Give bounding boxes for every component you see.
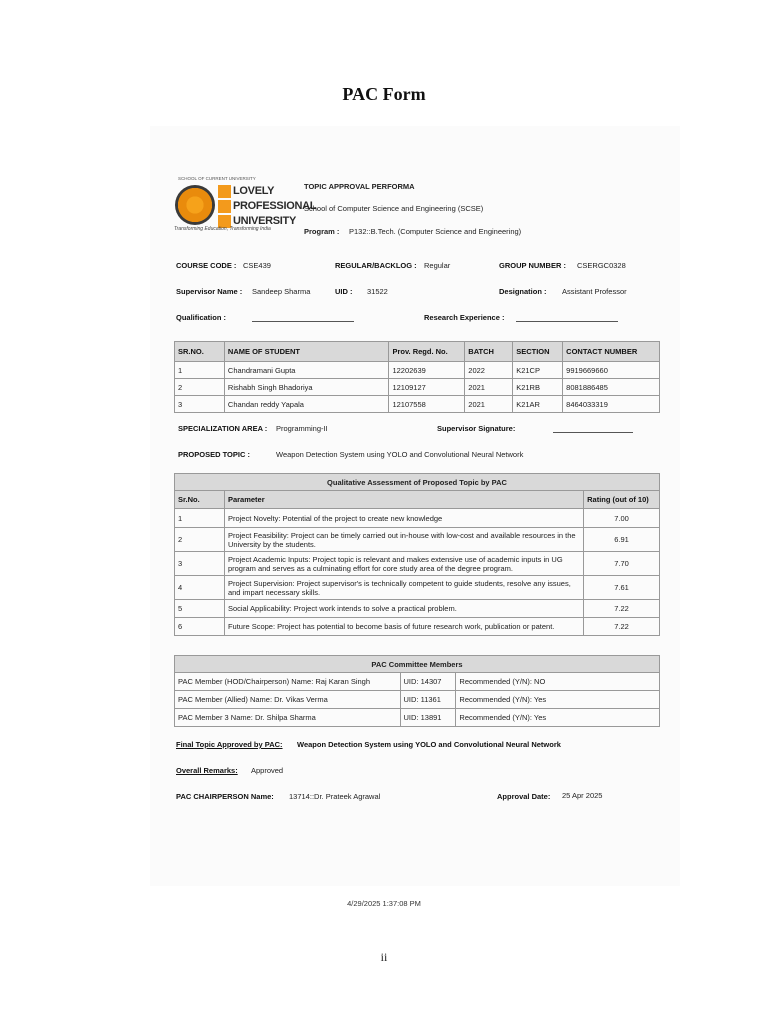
assessment-table — [174, 473, 660, 636]
page-number: ii — [380, 950, 388, 964]
final-topic-label: Final Topic Approved by PAC: — [176, 740, 283, 749]
overall-remarks-value: Approved — [251, 766, 284, 775]
assessment-header-parameter: Parameter — [224, 491, 583, 509]
student-section: K21RB — [513, 379, 563, 396]
assessment-header-rating: Rating (out of 10) — [584, 491, 660, 509]
students-table — [174, 341, 660, 413]
student-name: Chandramani Gupta — [224, 362, 389, 379]
table-row — [175, 528, 660, 552]
signature-line — [553, 432, 633, 433]
chairperson-label: PAC CHAIRPERSON Name: — [176, 792, 274, 801]
uid-label: UID : — [335, 287, 353, 296]
student-srno: 1 — [175, 362, 225, 379]
committee-member-uid: UID: 13891 — [400, 709, 456, 727]
assessment-parameter: Future Scope: Project has potential to become basis of future research work, publication or patent. — [224, 618, 583, 636]
assessment-rating: 7.00 — [584, 509, 660, 528]
student-name: Rishabh Singh Bhadoriya — [224, 379, 389, 396]
program-label: Program : — [304, 227, 340, 236]
student-srno: 2 — [175, 379, 225, 396]
table-row — [175, 362, 660, 379]
committee-member-recommendation: Recommended (Y/N): Yes — [456, 691, 660, 709]
assessment-rating: 7.22 — [584, 600, 660, 618]
logo-word-2: PROFESSIONAL — [233, 200, 317, 212]
student-contact: 9919669660 — [563, 362, 660, 379]
logo-l-block — [218, 185, 231, 198]
specialization-label: SPECIALIZATION AREA : — [178, 424, 268, 433]
student-contact: 8081886485 — [563, 379, 660, 396]
signature-label: Supervisor Signature: — [437, 424, 516, 433]
assessment-header-srno: Sr.No. — [175, 491, 225, 509]
uid-value: 31522 — [367, 287, 388, 296]
assessment-parameter: Project Novelty: Potential of the project to create new knowledge — [224, 509, 583, 528]
final-topic-value: Weapon Detection System using YOLO and Convolutional Neural Network — [297, 740, 561, 749]
student-batch: 2021 — [465, 396, 513, 413]
table-row — [175, 396, 660, 413]
assessment-srno: 1 — [175, 509, 225, 528]
page-title: PAC Form — [342, 84, 426, 104]
supervisor-value: Sandeep Sharma — [252, 287, 311, 296]
designation-value: Assistant Professor — [562, 287, 627, 296]
assessment-srno: 2 — [175, 528, 225, 552]
group-number-value: CSERGC0328 — [577, 261, 626, 270]
regular-backlog-value: Regular — [424, 261, 451, 270]
committee-member-uid: UID: 11361 — [400, 691, 456, 709]
students-header-contact: CONTACT NUMBER — [563, 342, 660, 362]
assessment-rating: 7.70 — [584, 552, 660, 576]
committee-member-uid: UID: 14307 — [400, 673, 456, 691]
assessment-srno: 3 — [175, 552, 225, 576]
program-value: P132::B.Tech. (Computer Science and Engineering) — [349, 227, 522, 236]
students-header-regd: Prov. Regd. No. — [389, 342, 465, 362]
table-row — [175, 379, 660, 396]
committee-member-recommendation: Recommended (Y/N): NO — [456, 673, 660, 691]
logo-emblem-icon — [175, 185, 215, 225]
supervisor-label: Supervisor Name : — [176, 287, 243, 296]
table-row — [175, 509, 660, 528]
research-line — [516, 321, 618, 322]
table-row — [175, 552, 660, 576]
specialization-value: Programming-II — [276, 424, 328, 433]
university-logo — [172, 176, 317, 238]
form-title: TOPIC APPROVAL PERFORMA — [304, 182, 415, 191]
table-row — [175, 709, 660, 727]
assessment-rating: 7.61 — [584, 576, 660, 600]
student-contact: 8464033319 — [563, 396, 660, 413]
course-code-label: COURSE CODE : — [176, 261, 237, 270]
table-row — [175, 576, 660, 600]
assessment-caption: Qualitative Assessment of Proposed Topic by PAC — [175, 474, 660, 491]
students-header-name: NAME OF STUDENT — [224, 342, 389, 362]
assessment-rating: 7.22 — [584, 618, 660, 636]
committee-table — [174, 655, 660, 727]
assessment-rating: 6.91 — [584, 528, 660, 552]
table-row — [175, 691, 660, 709]
student-batch: 2022 — [465, 362, 513, 379]
proposed-topic-value: Weapon Detection System using YOLO and Convolutional Neural Network — [276, 450, 524, 459]
assessment-parameter: Project Supervision: Project supervisor's is technically competent to guide students, resolve any issues, and impart necessary skills. — [224, 576, 583, 600]
school-name: School of Computer Science and Engineering (SCSE) — [304, 204, 484, 213]
table-row — [175, 618, 660, 636]
student-srno: 3 — [175, 396, 225, 413]
students-header-batch: BATCH — [465, 342, 513, 362]
students-header-section: SECTION — [513, 342, 563, 362]
student-regd: 12109127 — [389, 379, 465, 396]
assessment-parameter: Project Academic Inputs: Project topic is relevant and makes extensive use of academic inputs in UG program and serves as a culminating effort for core study area of the degree program. — [224, 552, 583, 576]
course-code-value: CSE439 — [243, 261, 271, 270]
committee-member-recommendation: Recommended (Y/N): Yes — [456, 709, 660, 727]
student-regd: 12202639 — [389, 362, 465, 379]
regular-backlog-label: REGULAR/BACKLOG : — [335, 261, 417, 270]
logo-tagline: Transforming Education, Transforming India — [174, 226, 271, 232]
assessment-parameter: Social Applicability: Project work intends to solve a practical problem. — [224, 600, 583, 618]
committee-caption: PAC Committee Members — [175, 656, 660, 673]
assessment-srno: 4 — [175, 576, 225, 600]
logo-p-block — [218, 200, 231, 213]
student-section: K21AR — [513, 396, 563, 413]
students-header-srno: SR.NO. — [175, 342, 225, 362]
logo-word-1: LOVELY — [233, 185, 275, 197]
assessment-srno: 5 — [175, 600, 225, 618]
student-name: Chandan reddy Yapala — [224, 396, 389, 413]
table-row — [175, 600, 660, 618]
qualification-line — [252, 321, 354, 322]
qualification-label: Qualification : — [176, 313, 227, 322]
print-timestamp: 4/29/2025 1:37:08 PM — [347, 899, 421, 908]
student-batch: 2021 — [465, 379, 513, 396]
logo-word-3: UNIVERSITY — [233, 215, 297, 227]
committee-member-name: PAC Member 3 Name: Dr. Shilpa Sharma — [175, 709, 401, 727]
logo-top-line: SCHOOL OF CURRENT UNIVERSITY — [178, 176, 256, 181]
proposed-topic-label: PROPOSED TOPIC : — [178, 450, 250, 459]
committee-member-name: PAC Member (Allied) Name: Dr. Vikas Verma — [175, 691, 401, 709]
committee-member-name: PAC Member (HOD/Chairperson) Name: Raj Karan Singh — [175, 673, 401, 691]
assessment-parameter: Project Feasibility: Project can be timely carried out in-house with low-cost and available resources in the University by the students. — [224, 528, 583, 552]
student-section: K21CP — [513, 362, 563, 379]
approval-date-value: 25 Apr 2025 — [562, 791, 603, 800]
overall-remarks-label: Overall Remarks: — [176, 766, 238, 775]
assessment-srno: 6 — [175, 618, 225, 636]
student-regd: 12107558 — [389, 396, 465, 413]
table-row — [175, 673, 660, 691]
chairperson-value: 13714::Dr. Prateek Agrawal — [289, 792, 381, 801]
group-number-label: GROUP NUMBER : — [499, 261, 566, 270]
approval-date-label: Approval Date: — [497, 792, 551, 801]
research-label: Research Experience : — [424, 313, 505, 322]
designation-label: Designation : — [499, 287, 547, 296]
